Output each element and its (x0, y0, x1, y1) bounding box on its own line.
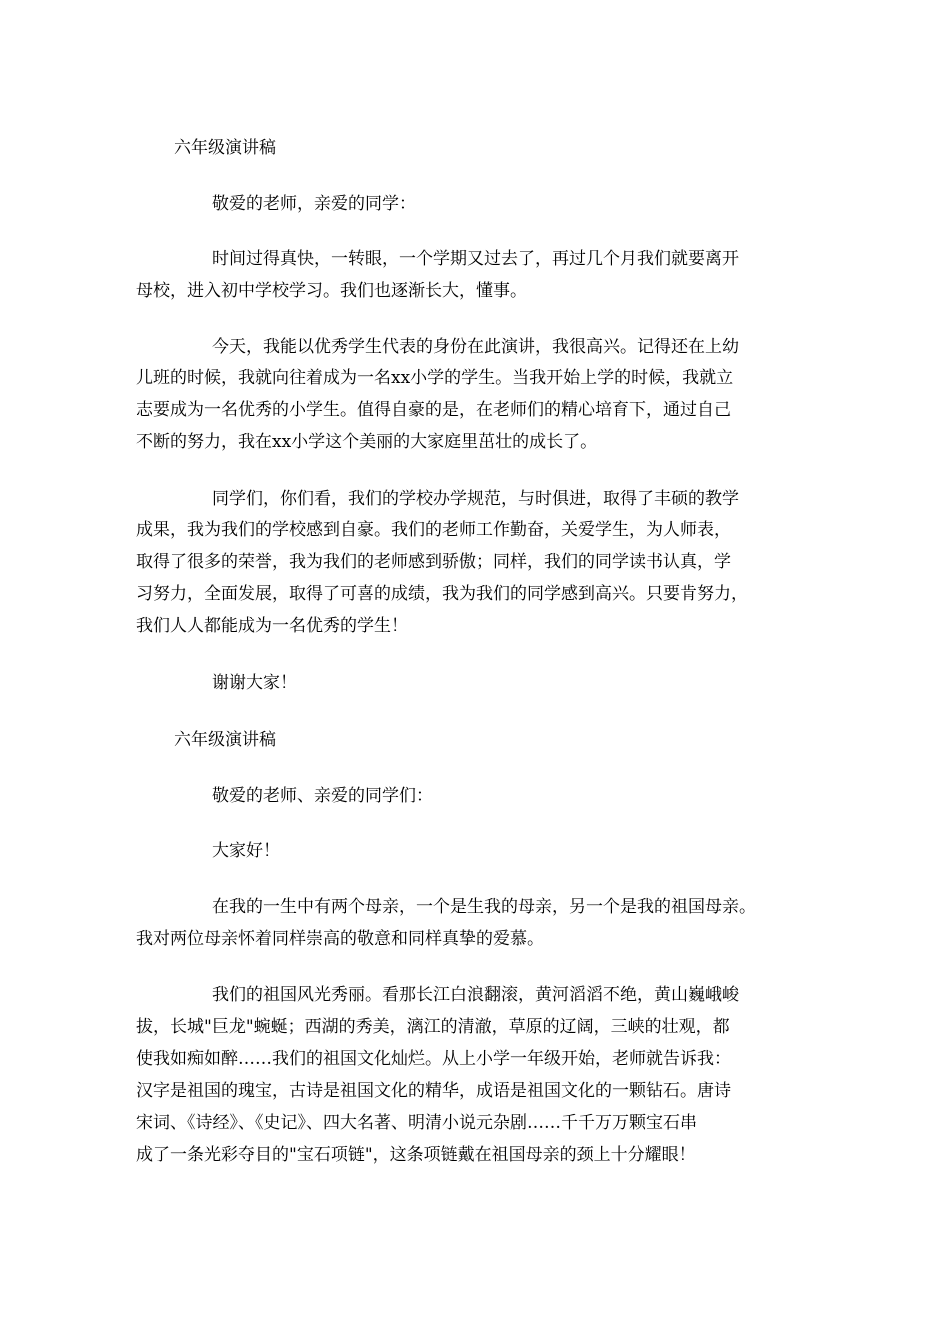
paragraph-3-line-3: 取得了很多的荣誉，我为我们的老师感到骄傲；同样，我们的同学读书认真，学 (136, 552, 731, 572)
paragraph-5-line-2: 拔，长城"巨龙"蜿蜒；西湖的秀美，漓江的清澈，草原的辽阔，三峡的壮观，都 (136, 1017, 730, 1037)
paragraph-4-line-1: 在我的一生中有两个母亲，一个是生我的母亲，另一个是我的祖国母亲。 (212, 897, 756, 917)
greeting: 大家好！ (212, 841, 280, 861)
paragraph-2-line-1: 今天，我能以优秀学生代表的身份在此演讲，我很高兴。记得还在上幼 (212, 337, 739, 357)
paragraph-1-line-2: 母校，进入初中学校学习。我们也逐渐长大，懂事。 (136, 281, 527, 301)
paragraph-5-line-3: 使我如痴如醉……我们的祖国文化灿烂。从上小学一年级开始，老师就告诉我： (136, 1049, 731, 1069)
paragraph-3-line-5: 我们人人都能成为一名优秀的学生！ (136, 616, 408, 636)
paragraph-2-line-4: 不断的努力，我在xx小学这个美丽的大家庭里茁壮的成长了。 (136, 432, 598, 452)
paragraph-4-line-2: 我对两位母亲怀着同样崇高的敬意和同样真挚的爱慕。 (136, 929, 544, 949)
paragraph-3-line-2: 成果，我为我们的学校感到自豪。我们的老师工作勤奋，关爱学生，为人师表， (136, 520, 731, 540)
heading-2: 六年级演讲稿 (174, 730, 276, 750)
paragraph-1-line-1: 时间过得真快，一转眼，一个学期又过去了，再过几个月我们就要离开 (212, 249, 739, 269)
paragraph-5-line-6: 成了一条光彩夺目的"宝石项链"，这条项链戴在祖国母亲的颈上十分耀眼！ (136, 1145, 696, 1165)
paragraph-3-line-1: 同学们，你们看，我们的学校办学规范，与时俱进，取得了丰硕的教学 (212, 489, 739, 509)
heading-1: 六年级演讲稿 (174, 138, 276, 158)
paragraph-3-line-4: 习努力，全面发展，取得了可喜的成绩，我为我们的同学感到高兴。只要肯努力， (136, 584, 748, 604)
paragraph-5-line-4: 汉字是祖国的瑰宝，古诗是祖国文化的精华，成语是祖国文化的一颗钻石。唐诗 (136, 1081, 731, 1101)
paragraph-2-line-2: 儿班的时候，我就向往着成为一名xx小学的学生。当我开始上学的时候，我就立 (136, 368, 734, 388)
paragraph-5-line-5: 宋词、《诗经》、《史记》、四大名著、明清小说元杂剧……千千万万颗宝石串 (136, 1113, 697, 1133)
paragraph-2-line-3: 志要成为一名优秀的小学生。值得自豪的是，在老师们的精心培育下，通过自己 (136, 400, 731, 420)
closing-thanks: 谢谢大家！ (212, 673, 297, 693)
salutation-1: 敬爱的老师，亲爱的同学： (212, 194, 416, 214)
paragraph-5-line-1: 我们的祖国风光秀丽。看那长江白浪翻滚，黄河滔滔不绝，黄山巍峨峻 (212, 985, 739, 1005)
salutation-2: 敬爱的老师、亲爱的同学们： (212, 786, 433, 806)
